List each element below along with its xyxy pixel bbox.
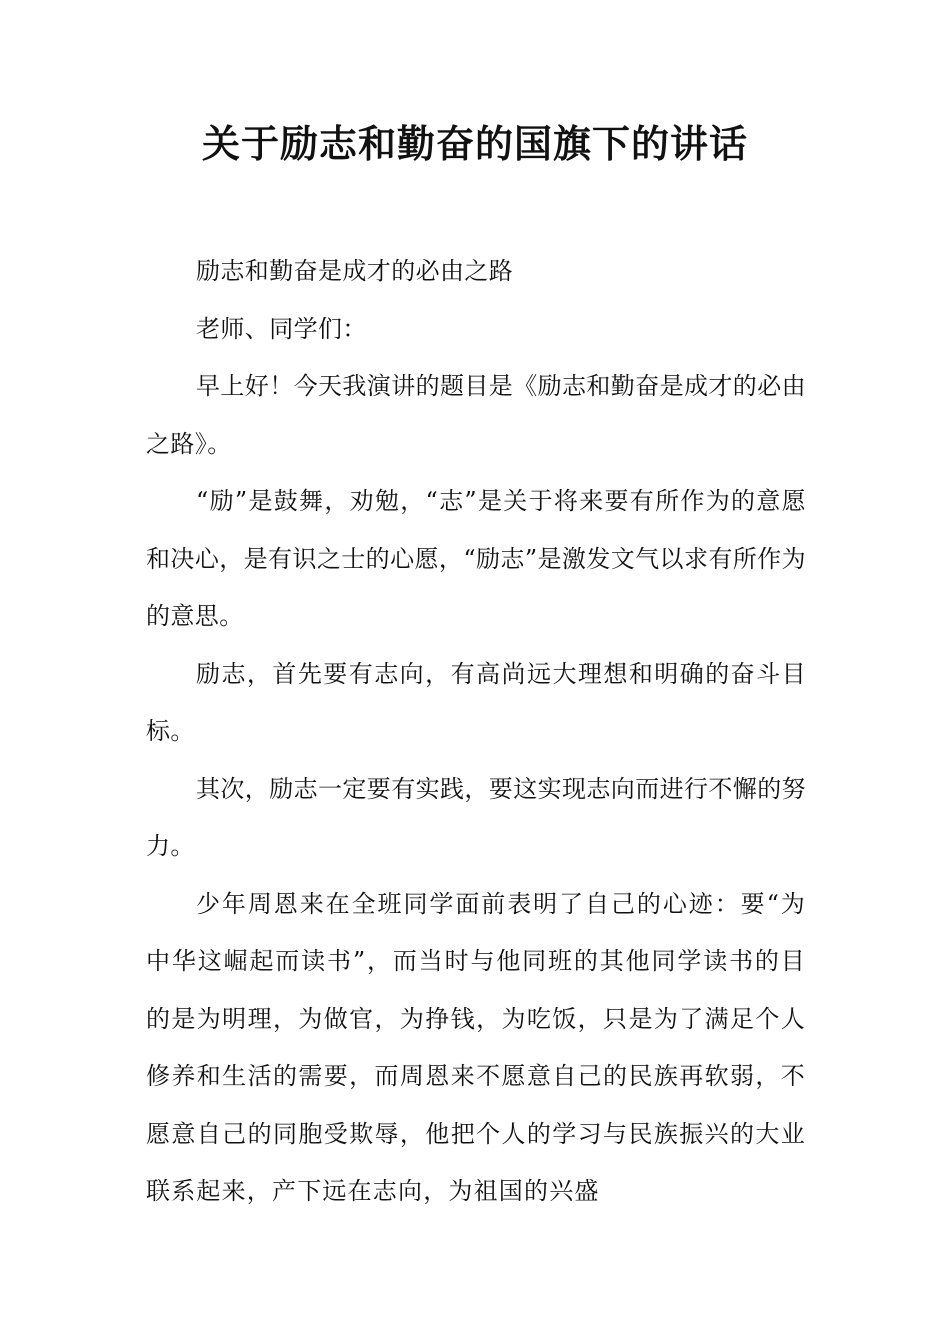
document-title: 关于励志和勤奋的国旗下的讲话 bbox=[201, 121, 748, 166]
paragraph-definition: “励”是鼓舞，劝勉，“志”是关于将来要有所作为的意愿和决心，是有识之士的心愿，“励志”是激发文气以求有所作为的意思。 bbox=[146, 487, 806, 630]
paragraph-opening: 早上好！今天我演讲的题目是《励志和勤奋是成才的必由之路》。 bbox=[146, 372, 806, 458]
paragraph-zhou-enlai: 少年周恩来在全班同学面前表明了自己的心迹：要“为中华这崛起而读书”，而当时与他同班的其他同学读书的目的是为明理，为做官，为挣钱，为吃饭，只是为了满足个人修养和生活的需要，而周恩来不愿意自己的民族再软弱，不愿意自己的同胞受欺辱，他把个人的学习与民族振兴的大业联系起来，产下远在志向，为祖国的兴盛 bbox=[146, 889, 806, 1205]
paragraph-first-point: 励志，首先要有志向，有高尚远大理想和明确的奋斗目标。 bbox=[146, 659, 806, 745]
paragraph-second-point: 其次，励志一定要有实践，要这实现志向而进行不懈的努力。 bbox=[146, 774, 806, 860]
paragraph-subtitle: 励志和勤奋是成才的必由之路 bbox=[196, 257, 514, 285]
paragraph-greeting: 老师、同学们： bbox=[196, 314, 367, 343]
document-body bbox=[146, 243, 806, 1221]
